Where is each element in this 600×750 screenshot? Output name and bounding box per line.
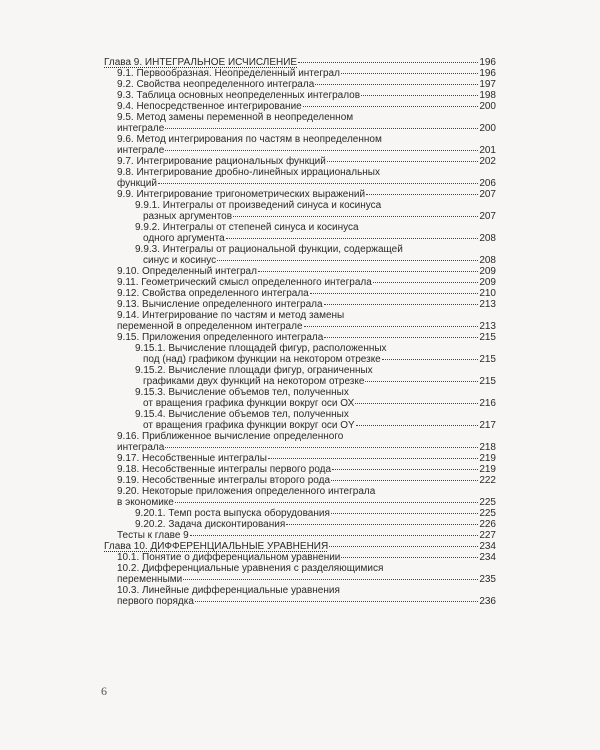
toc-page-number: 196 (479, 68, 496, 79)
toc-section (117, 266, 496, 277)
toc-section (117, 299, 496, 310)
toc-section (117, 310, 496, 332)
toc-page-number: 213 (479, 299, 496, 310)
toc-page-number: 201 (479, 145, 496, 156)
toc-page-number: 200 (479, 123, 496, 134)
toc-entry-text: 9.9.2. Интегралы от степеней синуса и косинуса (135, 222, 359, 233)
toc-page-number: 215 (479, 354, 496, 365)
toc-page-number: 226 (479, 519, 496, 530)
toc-section (117, 552, 496, 563)
toc-entry-line (117, 277, 496, 288)
dot-leader (217, 259, 478, 261)
toc-entry-text: переменными (117, 574, 183, 585)
toc-entry-line (117, 442, 496, 453)
toc-entry-line (117, 288, 496, 299)
dot-leader (341, 556, 478, 558)
toc-page-number: 206 (479, 178, 496, 189)
toc-entry-text: 9.10. Определенный интеграл (117, 266, 257, 277)
toc-page-number: 227 (479, 530, 496, 541)
toc-subsection (135, 508, 496, 519)
dot-leader (268, 457, 478, 459)
toc-page-number: 219 (479, 453, 496, 464)
toc-entry-line (117, 574, 496, 585)
toc-entry-line (117, 90, 496, 101)
toc-entry-line (117, 101, 496, 112)
toc-entry-line (135, 354, 496, 365)
toc-entry-text: 9.14. Интегрирование по частям и метод замены (117, 310, 345, 321)
toc-entry-line (104, 541, 496, 552)
dot-leader (356, 424, 479, 426)
toc-section (117, 68, 496, 79)
toc-entry-text: 9.2. Свойства неопределенного интеграла (117, 79, 315, 90)
dot-leader (361, 94, 478, 96)
toc-entry-text: 9.15.1. Вычисление площадей фигур, расположенных (135, 343, 387, 354)
toc-entry-line (117, 497, 496, 508)
toc-page-number: 219 (479, 464, 496, 475)
toc-entry-line (117, 123, 496, 134)
toc-entry-text: графиками двух функций на некотором отрезке (143, 376, 365, 387)
toc-entry-line (135, 508, 496, 519)
toc-subsection (135, 409, 496, 431)
dot-leader (195, 600, 478, 602)
toc-entry-text: 9.4. Непосредственное интегрирование (117, 101, 302, 112)
table-of-contents (0, 57, 600, 607)
toc-section (117, 431, 496, 453)
toc-entry-line (117, 321, 496, 332)
toc-entry-text: функций (117, 178, 157, 189)
toc-entry-text: 9.20.2. Задача дисконтирования (135, 519, 286, 530)
toc-entry-line (117, 332, 496, 343)
dot-leader (324, 336, 478, 338)
toc-subsection (135, 365, 496, 387)
toc-page-number: 234 (479, 552, 496, 563)
toc-section (117, 288, 496, 299)
toc-page-number: 197 (479, 79, 496, 90)
toc-entry-line (117, 189, 496, 200)
toc-page-number: 213 (479, 321, 496, 332)
toc-page-number: 215 (479, 376, 496, 387)
dot-leader (373, 281, 479, 283)
toc-section (117, 475, 496, 486)
toc-entry-line (117, 552, 496, 563)
dot-leader (303, 105, 479, 107)
toc-entry-text: 9.13. Вычисление определенного интеграла (117, 299, 323, 310)
dot-leader (332, 468, 478, 470)
toc-section (117, 332, 496, 343)
toc-page-number: 198 (479, 90, 496, 101)
toc-entry-line (117, 156, 496, 167)
dot-leader (298, 61, 478, 63)
dot-leader (329, 545, 478, 547)
toc-entry-text: 9.20.1. Темп роста выпуска оборудования (135, 508, 330, 519)
dot-leader (365, 380, 478, 382)
toc-entry-text: 9.9. Интегрирование тригонометрических выражений (117, 189, 366, 200)
toc-entry-text: Глава 10. ДИФФЕРЕНЦИАЛЬНЫЕ УРАВНЕНИЯ (104, 541, 329, 552)
toc-entry-line (117, 299, 496, 310)
toc-chapter (104, 541, 496, 552)
toc-entry-line (135, 519, 496, 530)
toc-section (117, 156, 496, 167)
toc-entry-text: Тесты к главе 9 (117, 530, 189, 541)
toc-page-number: 208 (479, 233, 496, 244)
toc-section (117, 277, 496, 288)
toc-section (117, 112, 496, 134)
toc-page-number: 222 (479, 475, 496, 486)
dot-leader (382, 358, 479, 360)
dot-leader (331, 479, 478, 481)
toc-entry-text: 9.16. Приближенное вычисление определенного (117, 431, 344, 442)
toc-subsection (135, 343, 496, 365)
page-number: 6 (101, 684, 107, 698)
dot-leader (165, 149, 478, 151)
toc-chapter (104, 57, 496, 68)
toc-section (117, 189, 496, 200)
toc-entry-text: 9.9.1. Интегралы от произведений синуса и косинуса (135, 200, 382, 211)
toc-entry-text: под (над) графиком функции на некотором отрезке (143, 354, 381, 365)
toc-entry-line (117, 464, 496, 475)
toc-entry-line (117, 596, 496, 607)
toc-entry-line (117, 68, 496, 79)
toc-entry-text: 10.3. Линейные дифференциальные уравнения (117, 585, 340, 596)
toc-page-number: 215 (479, 332, 496, 343)
toc-entry-text: 9.6. Метод интегрирования по частям в неопределенном (117, 134, 382, 145)
toc-section (117, 453, 496, 464)
toc-page-number: 234 (479, 541, 496, 552)
toc-subsection (135, 519, 496, 530)
dot-leader (315, 83, 478, 85)
dot-leader (233, 215, 478, 217)
toc-entry-text: 9.1. Первообразная. Неопределенный интеграл (117, 68, 340, 79)
dot-leader (286, 523, 478, 525)
toc-entry-text: 9.19. Несобственные интегралы второго рода (117, 475, 331, 486)
toc-entry-text: переменной в определенном интеграле (117, 321, 303, 332)
toc-section (117, 530, 496, 541)
toc-entry-text: 9.15.4. Вычисление объемов тел, полученных (135, 409, 349, 420)
toc-entry-text: 9.12. Свойства определенного интеграла (117, 288, 309, 299)
toc-page-number: 202 (479, 156, 496, 167)
toc-entry-text: интеграле (117, 145, 165, 156)
toc-entry-line (135, 255, 496, 266)
toc-entry-line (135, 233, 496, 244)
toc-page-number: 209 (479, 277, 496, 288)
toc-entry-text: интеграле (117, 123, 165, 134)
toc-entry-line (117, 530, 496, 541)
toc-entry-text: от вращения графика функции вокруг оси ОY (143, 420, 355, 431)
toc-entry-line (117, 178, 496, 189)
toc-entry-text: 9.5. Метод замены переменной в неопределенном (117, 112, 354, 123)
dot-leader (366, 193, 478, 195)
dot-leader (304, 325, 479, 327)
dot-leader (165, 127, 478, 129)
toc-entry-text: от вращения графика функции вокруг оси ОХ (143, 398, 355, 409)
toc-section (117, 134, 496, 156)
toc-page-number: 210 (479, 288, 496, 299)
toc-subsection (135, 244, 496, 266)
toc-entry-line (135, 398, 496, 409)
toc-entry-text: в экономике (117, 497, 174, 508)
toc-entry-text: первого порядка (117, 596, 194, 607)
toc-page-number: 209 (479, 266, 496, 277)
dot-leader (324, 303, 479, 305)
dot-leader (355, 402, 478, 404)
dot-leader (258, 270, 478, 272)
toc-entry-text: 9.7. Интегрирование рациональных функций (117, 156, 326, 167)
toc-page-number: 207 (479, 211, 496, 222)
toc-section (117, 90, 496, 101)
toc-entry-line (117, 475, 496, 486)
toc-page-number: 208 (479, 255, 496, 266)
toc-section (117, 167, 496, 189)
toc-entry-text: 9.15.3. Вычисление объемов тел, полученных (135, 387, 349, 398)
toc-entry-text: одного аргумента (143, 233, 225, 244)
toc-entry-text: 9.20. Некоторые приложения определенного интеграла (117, 486, 376, 497)
toc-entry-text: 10.2. Дифференциальные уравнения с разделяющимися (117, 563, 384, 574)
toc-page-number: 225 (479, 497, 496, 508)
toc-entry-line (135, 376, 496, 387)
dot-leader (327, 160, 478, 162)
toc-entry-line (135, 420, 496, 431)
toc-entry-text: синус и косинус (143, 255, 217, 266)
toc-page-number: 216 (479, 398, 496, 409)
toc-page-number: 235 (479, 574, 496, 585)
dot-leader (165, 446, 478, 448)
toc-entry-line (135, 211, 496, 222)
toc-entry-line (117, 145, 496, 156)
dot-leader (158, 182, 478, 184)
toc-entry-text: 9.15.2. Вычисление площади фигур, ограниченных (135, 365, 373, 376)
dot-leader (226, 237, 479, 239)
toc-entry-text: 9.11. Геометрический смысл определенного интеграла (117, 277, 372, 288)
dot-leader (190, 534, 479, 536)
toc-entry-line (104, 57, 496, 68)
toc-subsection (135, 200, 496, 222)
toc-page-number: 236 (479, 596, 496, 607)
toc-section (117, 585, 496, 607)
toc-entry-line (117, 453, 496, 464)
toc-entry-text: 9.3. Таблица основных неопределенных интегралов (117, 90, 361, 101)
toc-entry-line (117, 79, 496, 90)
toc-section (117, 101, 496, 112)
toc-entry-text: 9.18. Несобственные интегралы первого рода (117, 464, 332, 475)
toc-entry-text: 10.1. Понятие о дифференциальном уравнении (117, 552, 341, 563)
toc-page-number: 217 (479, 420, 496, 431)
toc-page-number: 225 (479, 508, 496, 519)
toc-entry-text: Глава 9. ИНТЕГРАЛЬНОЕ ИСЧИСЛЕНИЕ (104, 57, 298, 68)
toc-entry-text: интеграла (117, 442, 165, 453)
toc-entry-text: 9.8. Интегрирование дробно-линейных иррациональных (117, 167, 380, 178)
toc-page-number: 218 (479, 442, 496, 453)
toc-section (117, 486, 496, 508)
toc-entry-text: 9.9.3. Интегралы от рациональной функции, содержащей (135, 244, 403, 255)
toc-page-number: 207 (479, 189, 496, 200)
dot-leader (331, 512, 478, 514)
toc-entry-text: 9.17. Несобственные интегралы (117, 453, 267, 464)
dot-leader (341, 72, 478, 74)
toc-entry-text: 9.15. Приложения определенного интеграла (117, 332, 324, 343)
toc-section (117, 563, 496, 585)
toc-entry-text: разных аргументов (143, 211, 233, 222)
toc-subsection (135, 387, 496, 409)
toc-subsection (135, 222, 496, 244)
toc-entry-line (117, 266, 496, 277)
dot-leader (183, 578, 478, 580)
toc-section (117, 79, 496, 90)
toc-section (117, 464, 496, 475)
dot-leader (175, 501, 478, 503)
dot-leader (310, 292, 479, 294)
toc-page-number: 196 (479, 57, 496, 68)
toc-page-number: 200 (479, 101, 496, 112)
